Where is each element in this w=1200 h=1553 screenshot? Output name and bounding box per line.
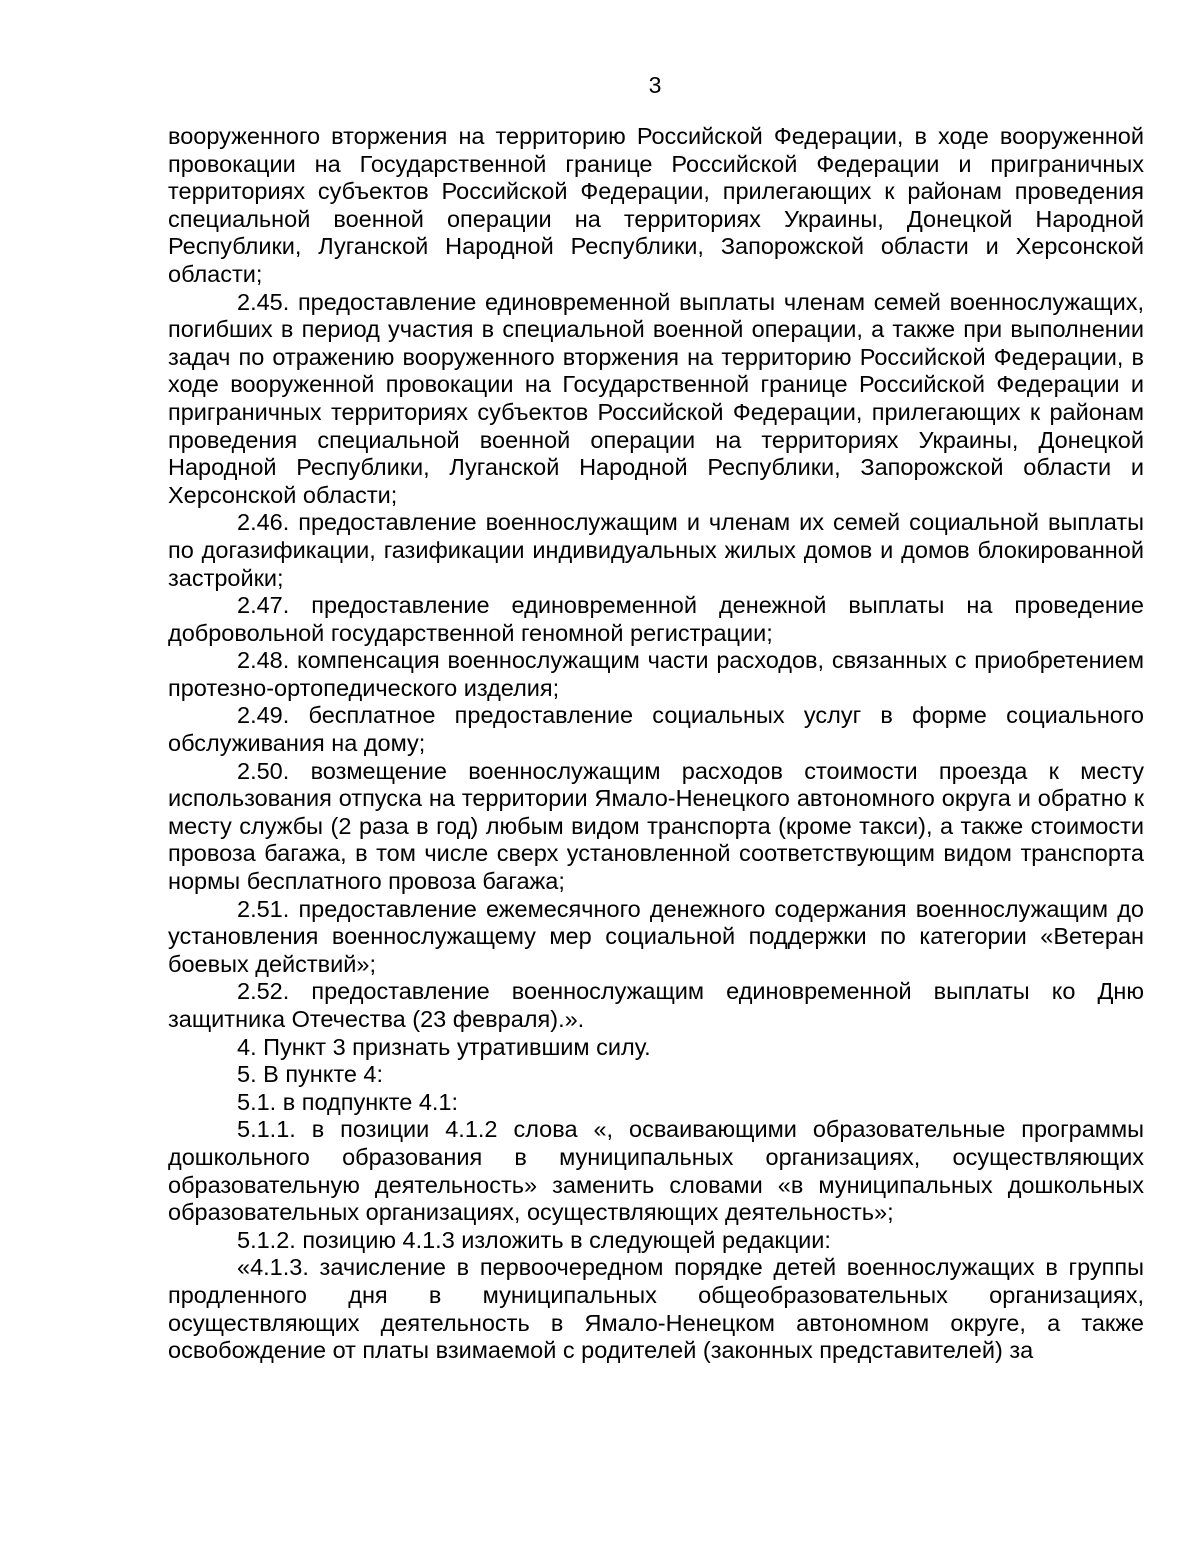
- page-number: 3: [648, 72, 662, 98]
- document-body: [168, 123, 1144, 1365]
- paragraph-14: 5.1.2. позицию 4.1.3 изложить в следующей редакции:: [237, 1226, 831, 1253]
- paragraph-11: 5. В пункте 4:: [237, 1061, 384, 1088]
- paragraph-2: 2.45. предоставление единовременной выплаты членам семей военнослужащих, погибших в период участия в специальной военной операции, а также при выполнении задач по отражению вооруженного вторжения на территорию Российской Федерации, в ходе вооруженной провокации на Государственной границе Российской Федерации и приграничных территориях субъектов Российской Федерации, прилегающих к районам проведения специальной военной операции на территориях Украины, Донецкой Народной Республики, Луганской Народной Республики, Запорожской области и Херсонской области;: [168, 288, 1144, 508]
- paragraph-13: 5.1.1. в позиции 4.1.2 слова «, осваивающими образовательные программы дошкольного образования в муниципальных организациях, осуществляющих образовательную деятельность» заменить словами «в муниципальных дошкольных образовательных организациях, осуществляющих деятельность»;: [168, 1116, 1144, 1226]
- paragraph-4: 2.47. предоставление единовременной денежной выплаты на проведение добровольной государственной геномной регистрации;: [168, 592, 1144, 646]
- paragraph-8: 2.51. предоставление ежемесячного денежного содержания военнослужащим до установления военнослужащему мер социальной поддержки по категории «Ветеран боевых действий»;: [168, 895, 1144, 977]
- paragraph-3: 2.46. предоставление военнослужащим и членам их семей социальной выплаты по догазификации, газификации индивидуальных жилых домов и домов блокированной застройки;: [168, 509, 1144, 591]
- paragraph-6: 2.49. бесплатное предоставление социальных услуг в форме социального обслуживания на дому;: [168, 702, 1144, 757]
- paragraph-9: 2.52. предоставление военнослужащим единовременной выплаты ко Дню защитника Отечества (23 февраля).».: [168, 978, 1144, 1032]
- paragraph-1: вооруженного вторжения на территорию Российской Федерации, в ходе вооруженной провокации на Государственной границе Российской Федерации и приграничных территориях субъектов Российской Федерации, прилегающих к районам проведения специальной военной операции на территориях Украины, Донецкой Народной Республики, Луганской Народной Республики, Запорожской области и Херсонской области;: [168, 123, 1144, 287]
- paragraph-10: 4. Пункт 3 признать утратившим силу.: [237, 1033, 651, 1060]
- paragraph-7: 2.50. возмещение военнослужащим расходов стоимости проезда к месту использования отпуска на территории Ямало-Ненецкого автономного округа и обратно к месту службы (2 раза в год) любым видом транспорта (кроме такси), а также стоимости провоза багажа, в том числе сверх установленной соответствующим видом транспорта нормы бесплатного провоза багажа;: [168, 757, 1144, 895]
- paragraph-5: 2.48. компенсация военнослужащим части расходов, связанных с приобретением протезно-ортопедического изделия;: [168, 647, 1144, 701]
- paragraph-15: «4.1.3. зачисление в первоочередном порядке детей военнослужащих в группы продленного дня в муниципальных общеобразовательных организациях, осуществляющих деятельность в Ямало-Ненецком автономном округе, а также освобождение от платы взимаемой с родителей (законных представителей) за: [168, 1254, 1144, 1364]
- paragraph-12: 5.1. в подпункте 4.1:: [237, 1088, 459, 1115]
